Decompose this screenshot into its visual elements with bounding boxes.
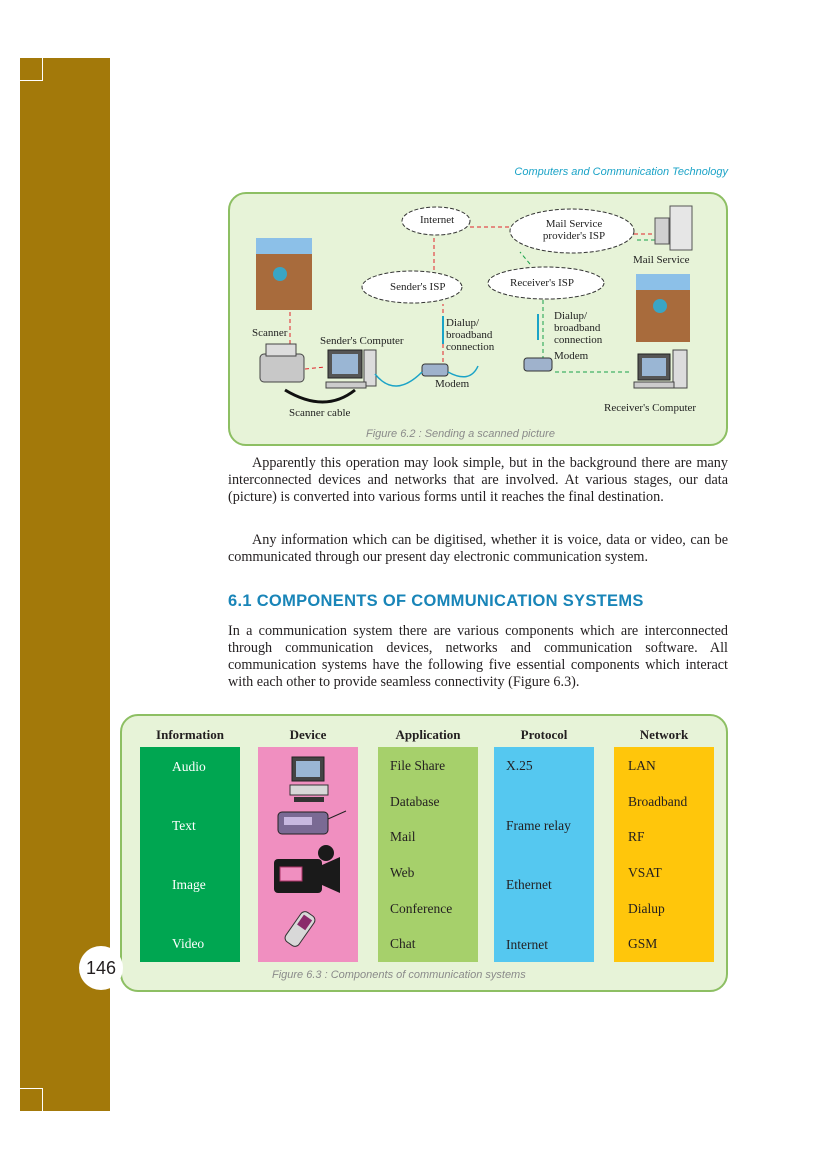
network-rf: RF xyxy=(628,829,645,844)
paragraph-3: In a communication system there are various components which are interconnected through communication devices, networks and communication software. All communication systems have the following five essential components which interact with each other to provide seamless connectivity (Figure 6.3). xyxy=(228,623,728,690)
column-information xyxy=(140,747,240,962)
column-application xyxy=(378,747,478,962)
receivers-isp-label: Receiver's ISP xyxy=(510,277,574,289)
network-lan: LAN xyxy=(628,758,656,773)
modem-right-label: Modem xyxy=(554,350,589,362)
info-text: Text xyxy=(172,818,196,833)
crop-mark-bottom xyxy=(20,1088,43,1111)
figure-sending-scanned-picture xyxy=(228,192,728,446)
mobile-phone-icon xyxy=(283,910,317,949)
app-chat: Chat xyxy=(390,936,416,951)
modem-icon xyxy=(278,811,346,834)
scanner-label: Scanner xyxy=(252,327,288,339)
info-image: Image xyxy=(172,877,206,892)
network-vsat: VSAT xyxy=(628,865,662,880)
header-application: Application xyxy=(395,727,461,742)
app-file-share: File Share xyxy=(390,758,446,773)
running-header: Computers and Communication Technology xyxy=(514,166,728,178)
header-network: Network xyxy=(639,727,689,742)
paragraph-2: Any information which can be digitised, whether it is voice, data or video, can be communicated through our present day electronic communication system. xyxy=(228,532,728,565)
header-information: Information xyxy=(156,727,224,742)
app-web: Web xyxy=(390,865,415,880)
video-camera-icon xyxy=(274,845,340,893)
computer-icon xyxy=(290,757,328,802)
paragraph-1: Apparently this operation may look simple, but in the background there are many interconnected devices and networks that are involved. At various stages, our data (picture) is converted into various forms until it reaches the final destination. xyxy=(228,455,728,505)
network-dialup: Dialup xyxy=(628,901,665,916)
header-protocol: Protocol xyxy=(520,727,568,742)
column-protocol xyxy=(494,747,594,962)
mail-service-label: Mail Service xyxy=(633,254,690,266)
network-broadband: Broadband xyxy=(628,794,688,809)
app-database: Database xyxy=(390,794,440,809)
protocol-internet: Internet xyxy=(506,937,548,952)
page-number: 146 xyxy=(79,946,123,990)
mail-isp-label: Mail Service provider's ISP xyxy=(542,218,606,243)
dialup-left-label: Dialup/ broadband connection xyxy=(446,317,495,354)
section-heading: 6.1 COMPONENTS OF COMMUNICATION SYSTEMS xyxy=(228,592,644,610)
column-device xyxy=(258,747,358,962)
senders-computer-label: Sender's Computer xyxy=(320,335,404,347)
protocol-ethernet: Ethernet xyxy=(506,877,552,892)
figure-6-2-caption: Figure 6.2 : Sending a scanned picture xyxy=(366,428,555,440)
internet-label: Internet xyxy=(420,214,455,226)
dialup-right-label: Dialup/ broadband connection xyxy=(554,310,603,347)
modem-right-icon xyxy=(524,358,552,371)
crop-mark-top xyxy=(20,58,43,81)
protocol-x25: X.25 xyxy=(506,758,533,773)
modem-left-label: Modem xyxy=(435,378,470,390)
protocol-frame-relay: Frame relay xyxy=(506,818,571,833)
senders-isp-label: Sender's ISP xyxy=(390,281,446,293)
modem-left-icon xyxy=(422,364,448,376)
figure-components-table xyxy=(120,714,728,992)
info-audio: Audio xyxy=(172,759,206,774)
info-video: Video xyxy=(172,936,205,951)
mail-server-icon xyxy=(670,206,692,250)
receivers-computer-label: Receiver's Computer xyxy=(604,402,697,414)
scanner-cable-label: Scanner cable xyxy=(289,407,351,419)
header-device: Device xyxy=(289,727,327,742)
app-mail: Mail xyxy=(390,829,416,844)
scanner-cable-icon xyxy=(285,390,355,402)
column-network xyxy=(614,747,714,962)
figure-6-3-caption: Figure 6.3 : Components of communication systems xyxy=(272,969,526,981)
app-conference: Conference xyxy=(390,901,453,916)
network-gsm: GSM xyxy=(628,936,658,951)
scanner-icon xyxy=(260,354,304,382)
